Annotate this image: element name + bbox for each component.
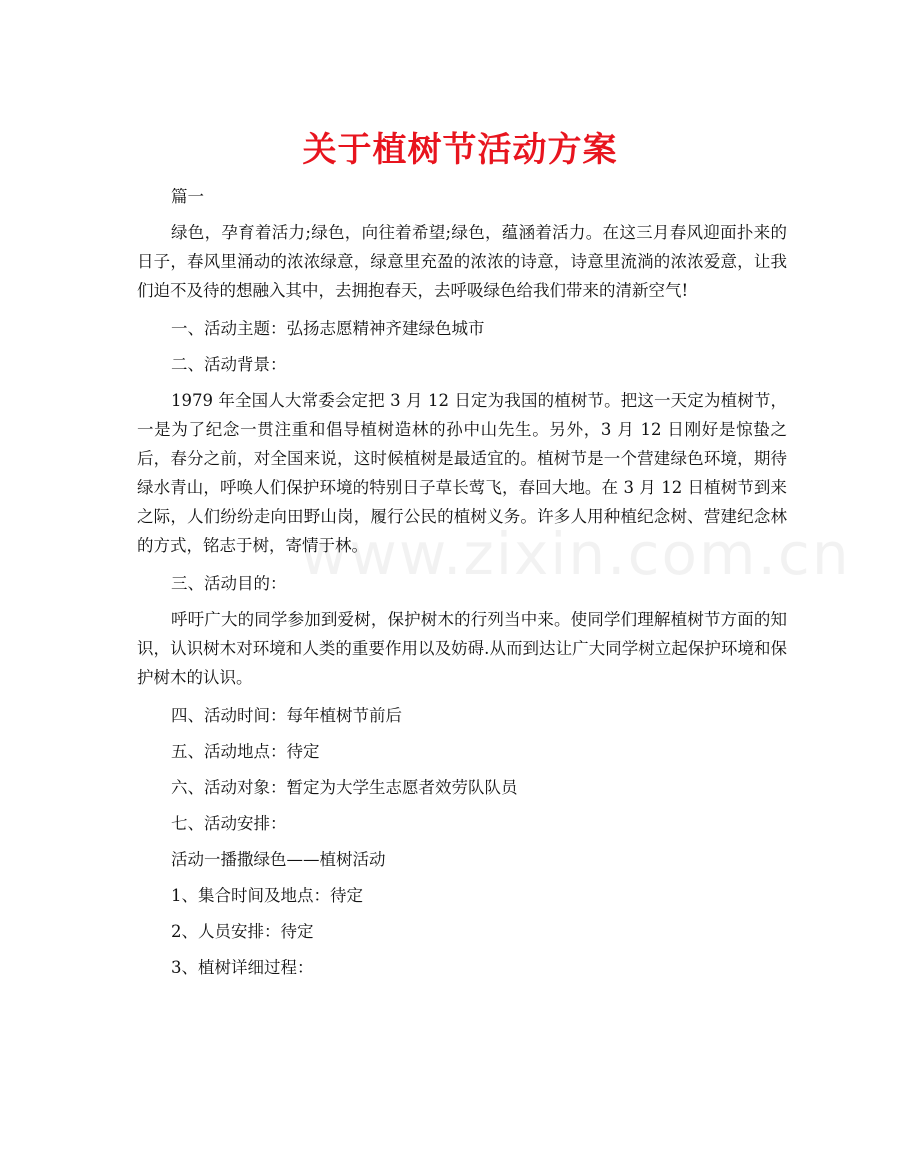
intro-paragraph: 绿色，孕育着活力;绿色，向往着希望;绿色，蕴涵着活力。在这三月春风迎面扑来的日子，春风里涌动的浓浓绿意，绿意里充盈的浓浓的诗意，诗意里流淌的浓浓爱意，让我们迫不及待的想融入其中，去拥抱春天，去呼吸绿色给我们带来的清新空气! [137, 223, 787, 300]
time-line: 四、活动时间：每年植树节前后 [171, 706, 402, 725]
document-title: 关于植树节活动方案 [302, 130, 618, 170]
background-paragraph: 1979 年全国人大常委会定把 3 月 12 日定为我国的植树节。把这一天定为植树节，一是为了纪念一贯注重和倡导植树造林的孙中山先生。另外，3 月 12 日刚好是惊蛰之后，春分之前，对全国来说，这时候植树是最适宜的。植树节是一个营建绿色环境，期待绿水青山，呼唤人们保护环境的特别日子草长莺飞，春回大地。在 3 月 12 日植树节到来之际，人们纷纷走向田野山岗，履行公民的植树义务。许多人用种植纪念树、营建纪念林的方式，铭志于树，寄情于林。 [137, 391, 787, 555]
list-item: 2、人员安排：待定 [171, 922, 314, 941]
purpose-heading: 三、活动目的： [171, 574, 287, 593]
activity-one-line: 活动一播撒绿色——植树活动 [171, 850, 386, 869]
section-label: 篇一 [171, 187, 204, 206]
arrangement-heading: 七、活动安排： [171, 814, 287, 833]
list-item: 3、植树详细过程： [171, 958, 314, 977]
document-body [137, 182, 787, 989]
theme-line: 一、活动主题：弘扬志愿精神齐建绿色城市 [171, 319, 485, 338]
watermark: www.zixin.com.cn [300, 520, 851, 588]
target-line: 六、活动对象：暂定为大学生志愿者效劳队队员 [171, 778, 518, 797]
place-line: 五、活动地点：待定 [171, 742, 320, 761]
background-heading: 二、活动背景： [171, 355, 287, 374]
list-item: 1、集合时间及地点：待定 [171, 886, 363, 905]
purpose-paragraph: 呼吁广大的同学参加到爱树，保护树木的行列当中来。使同学们理解植树节方面的知识，认识树木对环境和人类的重要作用以及妨碍.从而到达让广大同学树立起保护环境和保护树木的认识。 [137, 610, 787, 687]
